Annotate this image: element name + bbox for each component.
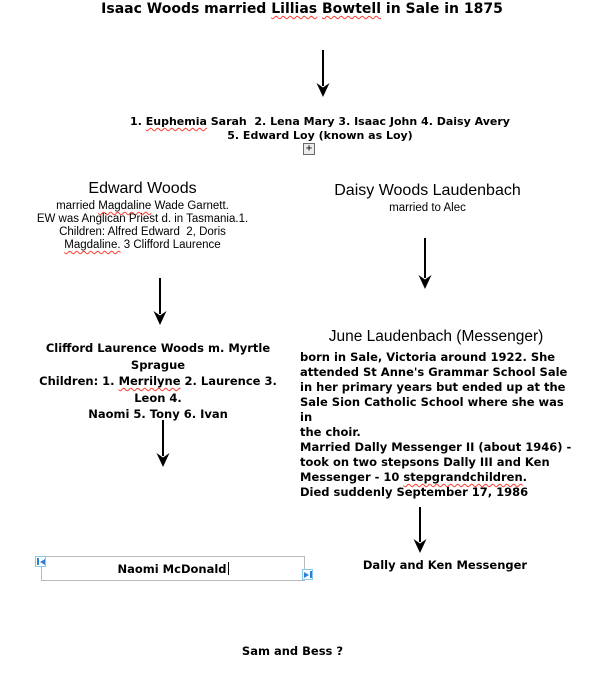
text-segment: . [522,470,528,484]
dally-ken-label[interactable]: Dally and Ken Messenger [362,558,528,572]
sam-bess-label[interactable]: Sam and Bess ? [241,644,344,658]
text-cursor [228,562,229,575]
text-input-box[interactable] [41,556,305,581]
block-heading: Daisy Woods Laudenbach [334,182,521,199]
down-arrow[interactable] [316,50,330,97]
edward-woods-block[interactable] [25,180,260,252]
text-segment: 1. [130,115,146,128]
block-line [300,470,572,485]
text-segment: married [56,200,99,212]
block-line: married to Alec [389,202,466,214]
block-line [25,200,260,213]
resize-handle-left[interactable] [35,556,46,567]
text-segment: 3 Clifford Laurence [120,239,221,251]
text-segment: Children: 1. [39,374,119,388]
text-segment: 2. Laurence 3. Leon 4. [134,374,281,405]
block-heading: Edward Woods [88,180,197,197]
block-line: Children: Alfred Edward 2, Doris [59,226,226,238]
block-line [25,239,260,252]
text-segment: Sarah 2. Lena Mary 3. Isaac John 4. Daisy Avery [206,115,510,128]
block-heading: June Laudenbach (Messenger) [328,328,544,345]
block-line: attended St Anne's Grammar School Sale [300,365,568,379]
block-line: Naomi 5. Tony 6. Ivan [88,407,228,421]
handle-arrow-icon [304,572,309,578]
misspelled-word: Magdaline [98,200,152,212]
june-laudenbach-block[interactable] [300,328,572,500]
misspelled-word: Lillias [271,1,318,17]
misspelled-word: Bowtell [322,1,382,17]
block-line: Married Dally Messenger II (about 1946) - [300,440,572,454]
block-line: the choir. [300,425,361,439]
block-line: Clifford Laurence Woods m. Myrtle Sprague [45,341,275,372]
title-segment: in Sale in 1875 [381,1,503,17]
block-line [28,373,288,406]
children-line: 5. Edward Loy (known as Loy) [227,129,413,142]
children-line [110,115,530,129]
text-segment: Messenger - 10 [300,470,404,484]
down-arrow[interactable] [156,420,170,467]
block-line: EW was Anglican Priest d. in Tasmania.1. [36,213,249,225]
handle-bar [310,571,312,578]
block-line: Died suddenly September 17, 1986 [300,485,529,499]
block-line: in her primary years but ended up at the [300,380,566,394]
resize-handle-right[interactable] [302,569,313,580]
handle-arrow-icon [40,559,45,565]
down-arrow[interactable] [153,278,167,325]
clifford-woods-block[interactable] [28,340,288,423]
block-line: born in Sale, Victoria around 1922. She [300,350,556,364]
text-input-value: Naomi McDonald [117,561,227,576]
title-segment: Isaac Woods married [101,1,272,17]
misspelled-word: Euphemia [145,115,207,128]
text-segment: Wade Garnett. [151,200,229,212]
title-text[interactable] [0,0,604,18]
down-arrow[interactable] [418,238,432,289]
block-line: Sale Sion Catholic School where she was in [300,395,568,424]
misspelled-word: Magdaline. [64,239,121,251]
generation1-list[interactable] [110,115,530,143]
down-arrow[interactable] [413,507,427,553]
plus-box-icon[interactable]: + [303,143,315,155]
block-line: took on two stepsons Dally III and Ken [300,455,550,469]
misspelled-word: Merrilyne [118,374,181,388]
daisy-laudenbach-block[interactable] [325,182,530,215]
handle-bar [37,558,39,565]
misspelled-word: stepgrandchildren [403,470,523,484]
